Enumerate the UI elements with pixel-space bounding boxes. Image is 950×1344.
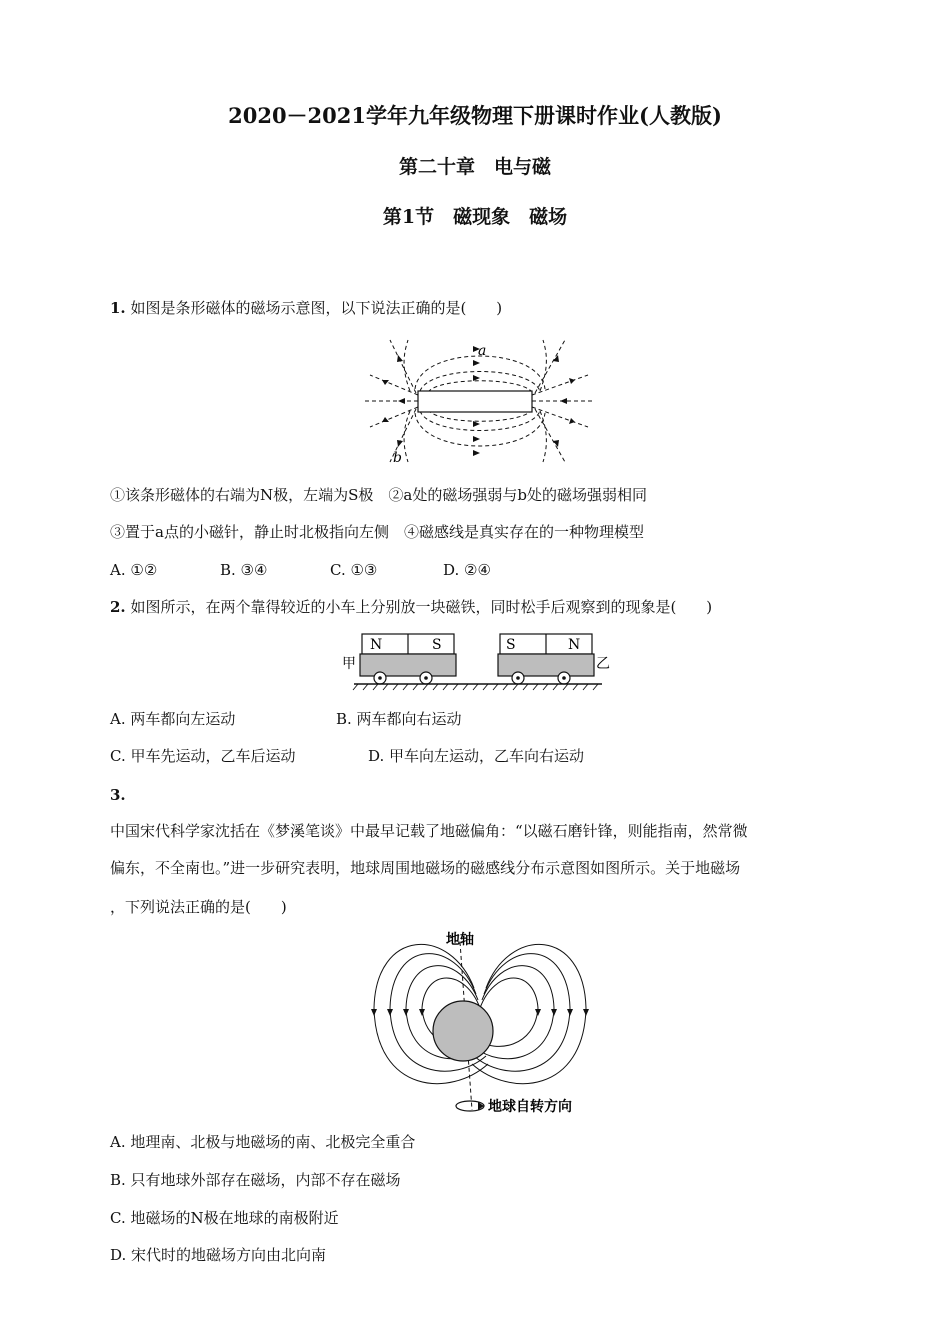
q3-option-d[interactable]: D. 宋代时的地磁场方向由北向南 bbox=[110, 1246, 327, 1264]
q3-option-c[interactable]: C. 地磁场的N极在地球的南极附近 bbox=[110, 1209, 339, 1227]
bar-magnet bbox=[418, 391, 532, 412]
q2-option-d[interactable]: D. 甲车向左运动，乙车向右运动 bbox=[368, 747, 585, 765]
point-b-label: b bbox=[393, 450, 402, 466]
question-3-line-1: 中国宋代科学家沈括在《梦溪笔谈》中最早记载了地磁偏角：“以磁石磨针锋，则能指南，然常微 bbox=[110, 822, 748, 840]
q3-option-b[interactable]: B. 只有地球外部存在磁场，内部不存在磁场 bbox=[110, 1171, 401, 1189]
left-cart bbox=[360, 654, 456, 676]
question-number: 2. bbox=[110, 598, 126, 616]
bar-magnet-field-figure bbox=[360, 335, 600, 470]
cart-left-label: 甲 bbox=[342, 656, 356, 672]
question-3-line-2: 偏东，不全南也。”进一步研究表明，地球周围地磁场的磁感线分布示意图如图所示。关于地磁场 bbox=[110, 859, 741, 877]
question-3-number: 3. bbox=[110, 786, 126, 804]
earth-axis-label: 地轴 bbox=[446, 932, 474, 948]
earth bbox=[433, 1001, 493, 1061]
question-number: 1. bbox=[110, 299, 126, 317]
right-magnet-n: N bbox=[568, 637, 581, 653]
question-1-stem bbox=[110, 298, 502, 318]
question-1-statements-1: ①该条形磁体的右端为N极，左端为S极 ②a处的磁场强弱与b处的磁场强弱相同 bbox=[110, 486, 647, 504]
question-1-statements-2: ③置于a点的小磁针，静止时北极指向左侧 ④磁感线是真实存在的一种物理模型 bbox=[110, 523, 644, 541]
point-a-label: a bbox=[478, 343, 487, 359]
left-magnet-n: N bbox=[370, 637, 383, 653]
rotation-label: 地球自转方向 bbox=[488, 1099, 572, 1115]
q1-option-b[interactable]: B. ③④ bbox=[220, 561, 268, 579]
right-cart bbox=[498, 654, 594, 676]
q3-option-a[interactable]: A. 地理南、北极与地磁场的南、北极完全重合 bbox=[110, 1133, 416, 1151]
q1-option-c[interactable]: C. ①③ bbox=[330, 561, 378, 579]
document-title: 2020－2021学年九年级物理下册课时作业(人教版) bbox=[228, 103, 722, 128]
q2-option-a[interactable]: A. 两车都向左运动 bbox=[110, 710, 236, 728]
earth-magnetic-field-figure bbox=[360, 928, 600, 1123]
section-title: 第1节 磁现象 磁场 bbox=[382, 206, 568, 228]
question-text: 如图所示，在两个靠得较近的小车上分别放一块磁铁，同时松手后观察到的现象是( ) bbox=[125, 598, 713, 616]
cart-right-label: 乙 bbox=[596, 656, 610, 672]
two-carts-figure bbox=[340, 632, 615, 694]
q1-option-a[interactable]: A. ①② bbox=[110, 561, 158, 579]
question-text: 如图是条形磁体的磁场示意图，以下说法正确的是( ) bbox=[125, 299, 503, 317]
q2-option-c[interactable]: C. 甲车先运动，乙车后运动 bbox=[110, 747, 296, 765]
q1-option-d[interactable]: D. ②④ bbox=[443, 561, 491, 579]
left-magnet-s: S bbox=[432, 637, 442, 653]
q2-option-b[interactable]: B. 两车都向右运动 bbox=[336, 710, 462, 728]
question-2-stem bbox=[110, 597, 712, 617]
right-magnet-s: S bbox=[506, 637, 516, 653]
chapter-title: 第二十章 电与磁 bbox=[398, 156, 551, 178]
question-3-line-3: ，下列说法正确的是( ) bbox=[110, 898, 287, 916]
